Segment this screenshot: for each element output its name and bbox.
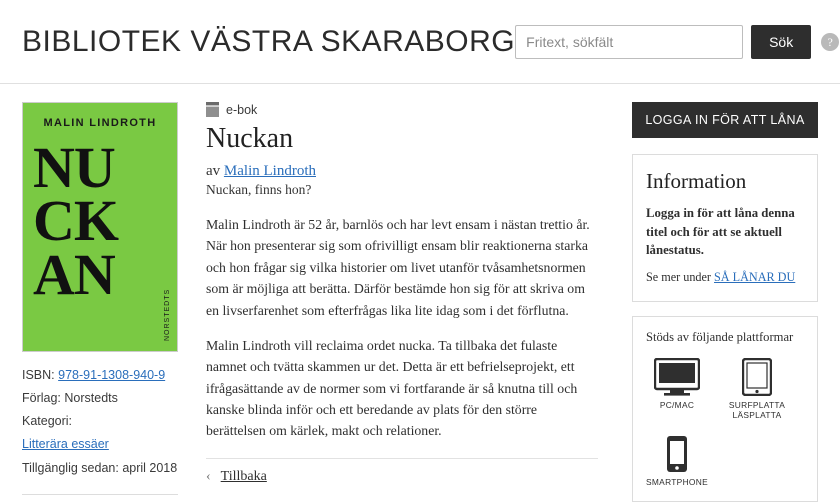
platform-item-pcmac [646,358,708,421]
author-link[interactable]: Malin Lindroth [223,163,316,179]
site-header [0,0,840,84]
platform-label-pcmac: PC/MAC [659,399,695,410]
right-column [632,102,818,501]
left-divider [22,494,178,495]
information-more-prefix: Se mer under [646,269,711,284]
supported-platforms-title: Stöds av följande plattformar [646,329,794,344]
login-to-borrow-button[interactable]: LOGGA IN FÖR ATT LÅNA [632,102,818,138]
tablet-icon [726,358,788,396]
search-bar [515,25,839,59]
book-subtitle: Nuckan, finns hon? [206,182,312,197]
information-text: Logga in för att låna denna titel och för att se aktuell lånestatus. [646,206,795,258]
content-divider [206,458,598,459]
meta-publisher-value: Norstedts [64,391,118,406]
center-column [206,102,606,501]
information-more [646,270,804,285]
cover-publisher-text: NORSTEDTS [164,288,171,341]
media-type [206,102,598,117]
description-paragraph-2: Malin Lindroth vill reclaima ordet nucka. Ta tillbaka det fulaste namnet och tvätta skammen ur det. Detta är ett befrielseprojekt, ett ifrågasättande av de normer som vi fortfarande är så knutna till och kanske blinda inför och ett beredande av plats för den större berättelsen om kärlek, makt och relationer. [206,337,578,439]
meta-isbn [22,364,180,387]
left-column [22,102,180,501]
desktop-icon [646,358,708,396]
how-to-borrow-link[interactable]: SÅ LÅNAR DU [714,269,796,284]
meta-available-label: Tillgänglig sedan: [22,460,119,475]
platform-grid [646,358,804,488]
byline-prefix: av [206,163,221,179]
platform-label-smartphone: SMARTPHONE [646,476,708,487]
meta-available-value: april 2018 [122,460,178,475]
smartphone-icon [646,435,708,473]
book-metadata [22,364,180,480]
platform-item-tablet [726,358,788,421]
media-type-label: e-bok [226,102,258,117]
cover-title-text: NU CK AN [33,135,118,307]
back-link[interactable]: Tillbaka [220,468,267,484]
book-cover-image [22,102,178,352]
search-input[interactable] [515,25,743,59]
meta-publisher [22,387,180,410]
platform-item-smartphone [646,435,708,488]
cover-author-text: MALIN LINDROTH [43,117,157,129]
platform-label-tablet: SURFPLATTA LÄSPLATTA [728,399,786,421]
page-title: Nuckan [206,123,294,154]
meta-available [22,457,180,480]
back-navigation[interactable] [206,469,598,485]
information-panel [632,154,818,302]
help-icon[interactable]: ? [821,33,839,51]
page-content [0,84,840,501]
chevron-left-icon: ‹ [206,468,211,484]
meta-isbn-label: ISBN: [22,368,55,382]
meta-category-label: Kategori: [22,414,73,429]
meta-isbn-value[interactable]: 978-91-1308-940-9 [58,368,166,382]
byline [206,163,598,180]
meta-publisher-label: Förlag: [22,391,61,406]
supported-platforms-panel [632,316,818,502]
site-title: BIBLIOTEK VÄSTRA SKARABORG [22,24,516,58]
search-button[interactable]: Sök [751,25,811,59]
information-title: Information [646,169,747,193]
description-paragraph-1: Malin Lindroth är 52 år, barnlös och har levt ensam i nästan trettio år. När hon presenterar sig som ofrivilligt ensam blir reaktionerna starka och hon frågar sig vilka historier om livet utanför tvåsamhetsnormen som är möjliga att berätta. Därför bestämde hon sig för att skriva om en livserfarenhet som efterfrågas lika lite idag som i det förflutna. [206,217,590,318]
meta-category-value[interactable]: Litterära essäer [22,437,109,452]
ebook-icon [206,102,219,117]
